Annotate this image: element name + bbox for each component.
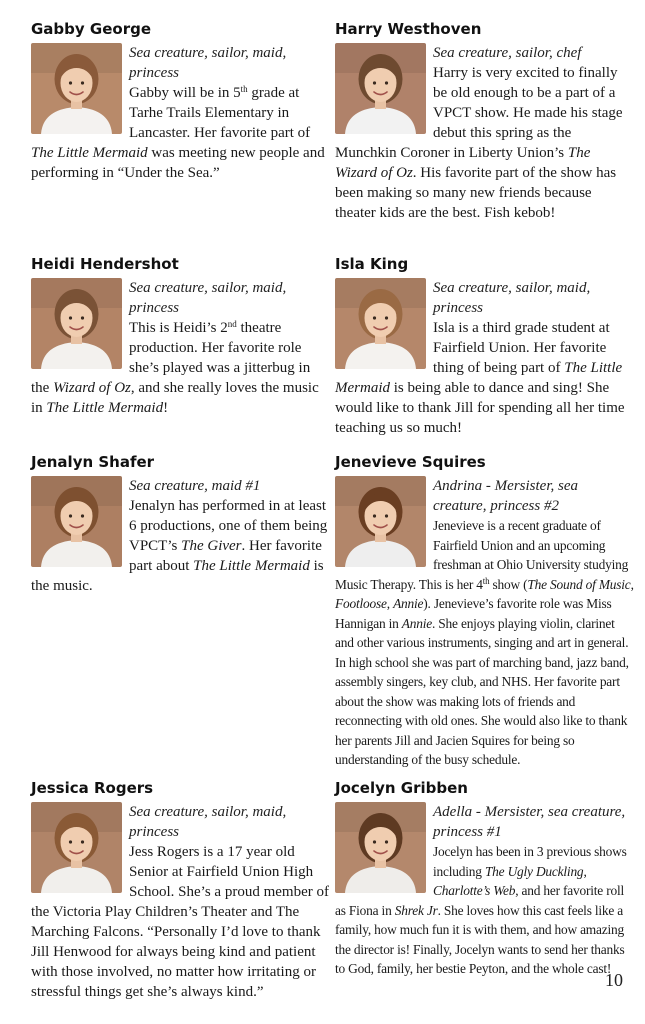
- italic-title: The Little Mermaid: [46, 400, 164, 416]
- portrait-image: [31, 802, 122, 893]
- cast-name: Jenevieve Squires: [335, 453, 486, 471]
- italic-title: Annie: [393, 596, 424, 611]
- cast-photo: [335, 476, 426, 567]
- cast-bio: Jenevieve is a recent graduate of Fairfield Union and an upcoming freshman at Ohio University studying Music Therapy. This is her 4th show (The Sound of Music, Footloose, Annie). Jenevieve’s favorite role was Miss Hannigan in Annie. She enjoys playing violin, clarinet and other various instruments, singing and art in general. In high school she was part of marching band, jazz band, assembly singers, key club, and NHS. Her favorite part about the show was making lots of friends and reconnecting with old ones. She would also like to thank her parents Jill and Jacien Squires for being so understanding of the busy schedule.: [335, 518, 634, 767]
- cast-bio: Jenalyn has performed in at least 6 productions, one of them being VPCT’s The Giver. Her favorite part about The Little Mermaid is the music.: [31, 498, 328, 594]
- cast-entry-harry-westhoven: [335, 20, 635, 223]
- cast-bio: Harry is very excited to finally be old enough to be a part of a VPCT show. He made his stage debut this spring as the Munchkin Coroner in Liberty Union’s The Wizard of Oz. His favorite part of the show has been making so many new friends because theater kids are the best. Fish kebob!: [335, 65, 623, 221]
- cast-name: Harry Westhoven: [335, 20, 482, 38]
- cast-role: Sea creature, sailor, maid, princess: [129, 280, 287, 316]
- portrait-image: [335, 802, 426, 893]
- cast-name: Isla King: [335, 255, 409, 273]
- ordinal-suffix: th: [240, 84, 248, 94]
- italic-title: The Wizard of Oz: [335, 145, 591, 181]
- cast-entry-jocelyn-gribben: [335, 779, 635, 979]
- cast-role: Sea creature, maid #1: [129, 478, 261, 494]
- portrait-image: [335, 278, 426, 369]
- cast-name: Gabby George: [31, 20, 152, 38]
- portrait-image: [335, 43, 426, 134]
- italic-title: The Sound of Music: [527, 576, 631, 592]
- cast-role: Sea creature, sailor, maid, princess: [129, 804, 287, 840]
- cast-bio: Jess Rogers is a 17 year old Senior at Fairfield Union High School. She’s a proud member of the Victoria Play Children’s Theater and The Marching Falcons. “Personally I’d love to thank Jill Henwood for always being kind and patient with those involved, no matter how irritating or stressful things get she’s always kind.”: [31, 844, 329, 1000]
- cast-entry-jenevieve-squires: [335, 453, 635, 770]
- cast-bio: Isla is a third grade student at Fairfield Union. Her favorite thing of being part of The Little Mermaid is being able to dance and sing! She would like to thank Jill for spending all her time teaching us so much!: [335, 320, 625, 436]
- cast-bio: This is Heidi’s 2nd theatre production. Her favorite role she’s played was a jitterbug in the Wizard of Oz, and she really loves the music in The Little Mermaid!: [31, 319, 319, 416]
- cast-photo: [335, 802, 426, 893]
- italic-title: The Giver: [181, 538, 242, 554]
- cast-photo: [31, 278, 122, 369]
- cast-name: Jenalyn Shafer: [31, 453, 155, 471]
- cast-bio: Jocelyn has been in 3 previous shows including The Ugly Duckling, Charlotte’s Web, and her favorite roll as Fiona in Shrek Jr. She loves how this cast feels like a family, how much fun it is with them, and how amazing the director is! Finally, Jocelyn wants to send her thanks to God, family, her bestie Peyton, and the whole cast!: [335, 844, 627, 976]
- cast-entry-gabby-george: [31, 20, 331, 183]
- italic-title: Shrek Jr: [394, 902, 438, 918]
- cast-bio: Gabby will be in 5th grade at Tarhe Trails Elementary in Lancaster. Her favorite part of The Little Mermaid was meeting new people and performing in “Under the Sea.”: [31, 84, 325, 181]
- italic-title: The Little Mermaid: [193, 558, 310, 574]
- ordinal-suffix: th: [482, 575, 490, 586]
- cast-role: Adella - Mersister, sea creature, princess #1: [433, 804, 626, 840]
- cast-role: Sea creature, sailor, chef: [433, 45, 582, 61]
- cast-name: Heidi Hendershot: [31, 255, 179, 273]
- cast-role: Sea creature, sailor, maid, princess: [433, 280, 591, 316]
- portrait-image: [31, 278, 122, 369]
- italic-title: Charlotte’s Web: [433, 883, 516, 898]
- italic-title: Footloose: [335, 596, 387, 611]
- cast-name: Jocelyn Gribben: [335, 779, 468, 797]
- cast-photo: [335, 278, 426, 369]
- cast-name: Jessica Rogers: [31, 779, 154, 797]
- italic-title: Annie: [401, 615, 433, 631]
- cast-photo: [31, 43, 122, 134]
- italic-title: The Little Mermaid: [335, 360, 623, 396]
- portrait-image: [335, 476, 426, 567]
- page-number: 10: [605, 970, 623, 990]
- cast-role: Andrina - Mersister, sea creature, princess #2: [433, 478, 578, 514]
- cast-photo: [335, 43, 426, 134]
- cast-entry-jenalyn-shafer: [31, 453, 331, 596]
- cast-role: Sea creature, sailor, maid, princess: [129, 45, 287, 81]
- cast-entry-heidi-hendershot: [31, 255, 331, 418]
- cast-entry-isla-king: [335, 255, 635, 438]
- cast-photo: [31, 802, 122, 893]
- italic-title: Wizard of Oz: [53, 380, 131, 396]
- portrait-image: [31, 476, 122, 567]
- ordinal-suffix: nd: [227, 319, 237, 329]
- portrait-image: [31, 43, 122, 134]
- cast-photo: [31, 476, 122, 567]
- italic-title: The Ugly Duckling: [484, 863, 584, 879]
- italic-title: The Little Mermaid: [31, 145, 148, 161]
- cast-entry-jessica-rogers: [31, 779, 331, 1002]
